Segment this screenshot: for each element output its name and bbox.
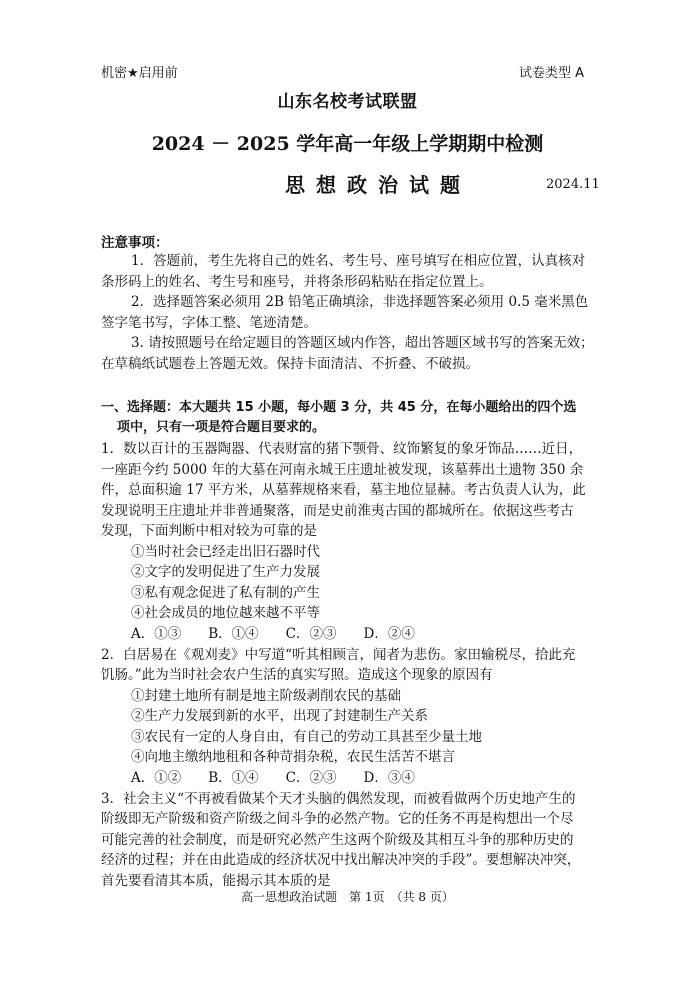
question-3-stem: 首先要看清其本质，能揭示其本质的是 (101, 873, 331, 889)
question-1-answers: A．①③ B．①④ C．②③ D．②④ (131, 626, 415, 642)
exam-title: 2024 － 2025 学年高一年级上学期期中检测 (151, 133, 544, 155)
section-heading-cont: 项中，只有一项是符合题目要求的。 (117, 420, 326, 435)
question-1-stem: 发现，下面判断中相对较为可靠的是 (101, 523, 317, 539)
question-1-stem: 件，总面积逾 17 平方米，从墓葬规格来看，墓主地位显赫。考古负责人认为，此 (101, 482, 586, 498)
question-2-option: ③农民有一定的人身自由，有自己的劳动工具甚至少量土地 (131, 729, 482, 745)
question-1-stem: 发现说明王庄遗址并非普通聚落，而是史前淮夷古国的都城所在。依据这些考古 (101, 503, 574, 519)
subject-title: 思想政治试题 (285, 173, 471, 197)
question-1-option: ①当时社会已经走出旧石器时代 (131, 544, 320, 560)
notice-heading: 注意事项： (101, 235, 169, 251)
notice-line: 1．答题前，考生先将自己的姓名、考生号、座号填写在相应位置，认真核对 (131, 253, 586, 269)
notice-line: 条形码上的姓名、考生号和座号，并将条形码粘贴在指定位置上。 (101, 274, 493, 290)
question-2-option: ②生产力发展到新的水平，出现了封建制生产关系 (131, 708, 428, 724)
notice-line: 在草稿纸试题卷上答题无效。保持卡面清洁、不折叠、不破损。 (101, 356, 479, 372)
question-1-stem: 1．数以百计的玉器陶器、代表财富的猪下颚骨、纹饰繁复的象牙饰品……近日， (101, 441, 583, 457)
notice-line: 3. 请按照题号在给定题目的答题区域内作答，超出答题区域书写的答案无效； (131, 335, 594, 351)
question-3-stem: 经济的过程；并在由此造成的经济状况中找出解决冲突的手段”。要想解决冲突， (101, 852, 581, 868)
organization-title: 山东名校考试联盟 (277, 92, 418, 112)
page-footer: 高一思想政治试题 第 1页 （共 8 页） (241, 890, 454, 904)
exam-date: 2024.11 (546, 177, 600, 192)
question-1-option: ③私有观念促进了私有制的产生 (131, 585, 320, 601)
question-2-option: ①封建土地所有制是地主阶级剥削农民的基础 (131, 688, 401, 704)
question-2-answers: A．①② B．①④ C．②③ D．③④ (131, 770, 415, 786)
question-3-stem: 阶级即无产阶级和资产阶级之间斗争的必然产物。它的任务不再是构想出一个尽 (101, 811, 574, 827)
notice-line: 2．选择题答案必须用 2B 铅笔正确填涂，非选择题答案必须用 0.5 毫米黑色 (131, 294, 589, 310)
question-1-option: ②文字的发明促进了生产力发展 (131, 564, 320, 580)
section-heading: 一、选择题：本大题共 15 小题，每小题 3 分，共 45 分，在每小题给出的四个选 (101, 400, 577, 415)
question-3-stem: 可能完善的社会制度，而是研究必然产生这两个阶级及其相互斗争的那种历史的 (101, 832, 574, 848)
confidential-label: 机密★启用前 (101, 66, 178, 81)
question-2-stem: 饥肠。”此为当时社会农户生活的真实写照。造成这个现象的原因有 (101, 667, 493, 683)
question-2-stem: 2．白居易在《观刈麦》中写道“听其相顾言，闻者为悲伤。家田输税尽，拾此充 (101, 647, 576, 663)
question-2-option: ④向地主缴纳地租和各种苛捐杂税，农民生活苦不堪言 (131, 749, 455, 765)
question-1-stem: 一座距今约 5000 年的大墓在河南永城王庄遗址被发现，该墓葬出土遗物 350 余 (101, 462, 584, 478)
notice-line: 签字笔书写，字体工整、笔迹清楚。 (101, 315, 317, 331)
question-3-stem: 3．社会主义“不再被看做某个天才头脑的偶然发现，而被看做两个历史地产生的 (101, 791, 576, 807)
paper-type-label: 试卷类型 A (519, 66, 585, 81)
question-1-option: ④社会成员的地位越来越不平等 (131, 605, 320, 621)
